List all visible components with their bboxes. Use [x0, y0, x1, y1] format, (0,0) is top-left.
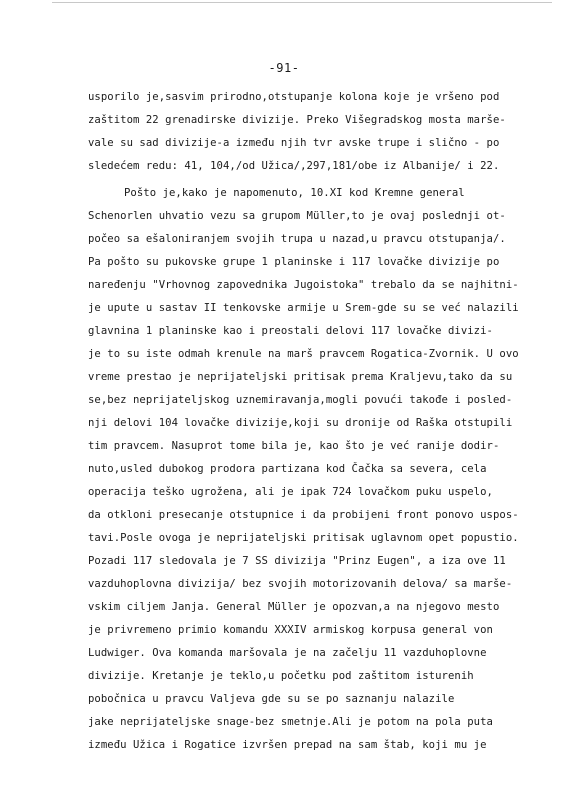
text-line: Pa pošto su pukovske grupe 1 planinske i 117 lovačke divizije po: [88, 256, 500, 268]
text-line: vskim ciljem Janja. General Müller je opozvan,a na njegovo mesto: [88, 601, 500, 613]
text-line: počeo sa ešaloniranjem svojih trupa u nazad,u pravcu otstupanja/.: [88, 233, 506, 245]
text-line: nji delovi 104 lovačke divizije,koji su dronije od Raška otstupili: [88, 417, 513, 429]
body-text: [88, 86, 538, 757]
text-line: vale su sad divizije-a između njih tvr avske trupe i slično - po: [88, 137, 500, 149]
text-line: sledećem redu: 41, 104,/od Užica/,297,181/obe iz Albanije/ i 22.: [88, 160, 500, 172]
text-line: Pozadi 117 sledovala je 7 SS divizija "Prinz Eugen", a iza ove 11: [88, 555, 506, 567]
text-line: da otkloni presecanje otstupnice i da probijeni front ponovo uspos-: [88, 509, 519, 521]
text-line: nuto,usled dubokog prodora partizana kod Čačka sa severa, cela: [88, 463, 487, 475]
page-number: -91-: [268, 61, 300, 75]
text-line: tavi.Posle ovoga je neprijateljski pritisak uglavnom opet popustio.: [88, 532, 519, 544]
text-line: Ludwiger. Ova komanda maršovala je na začelju 11 vazduhoplovne: [88, 647, 487, 659]
text-line: pobočnica u pravcu Valjeva gde su se po saznanju nalazile: [88, 693, 455, 705]
text-line: naređenju "Vrhovnog zapovednika Jugoistoka" trebalo da se najhitni-: [88, 279, 519, 291]
text-line: između Užica i Rogatice izvršen prepad na sam štab, koji mu je: [88, 739, 487, 751]
text-line: jake neprijateljske snage-bez smetnje.Ali je potom na pola puta: [88, 716, 493, 728]
page-edge-line: [52, 2, 552, 3]
text-line: glavnina 1 planinske kao i preostali delovi 117 lovačke divizi-: [88, 325, 493, 337]
text-line: zaštitom 22 grenadirske divizije. Preko Višegradskog mosta marše-: [88, 114, 506, 126]
text-line: operacija teško ugrožena, ali je ipak 724 lovačkom puku uspelo,: [88, 486, 493, 498]
text-line: usporilo je,sasvim prirodno,otstupanje kolona koje je vršeno pod: [88, 91, 500, 103]
paragraph-start-line: Pošto je,kako je napomenuto, 10.XI kod Kremne general: [124, 187, 465, 199]
text-line: je privremeno primio komandu XXXIV armiskog korpusa general von: [88, 624, 493, 636]
text-line: je to su iste odmah krenule na marš pravcem Rogatica-Zvornik. U ovo: [88, 348, 519, 360]
text-line: tim pravcem. Nasuprot tome bila je, kao što je već ranije dodir-: [88, 440, 500, 452]
text-line: divizije. Kretanje je teklo,u početku pod zaštitom isturenih: [88, 670, 474, 682]
text-line: se,bez neprijateljskog uznemiravanja,mogli povući takođe i posled-: [88, 394, 513, 406]
text-line: vreme prestao je neprijateljski pritisak prema Kraljevu,tako da su: [88, 371, 513, 383]
text-line: vazduhoplovna divizija/ bez svojih motorizovanih delova/ sa marše-: [88, 578, 513, 590]
text-line: je upute u sastav II tenkovske armije u Srem-gde su se već nalazili: [88, 302, 519, 314]
text-line: Schenorlen uhvatio vezu sa grupom Müller,to je ovaj poslednji ot-: [88, 210, 506, 222]
